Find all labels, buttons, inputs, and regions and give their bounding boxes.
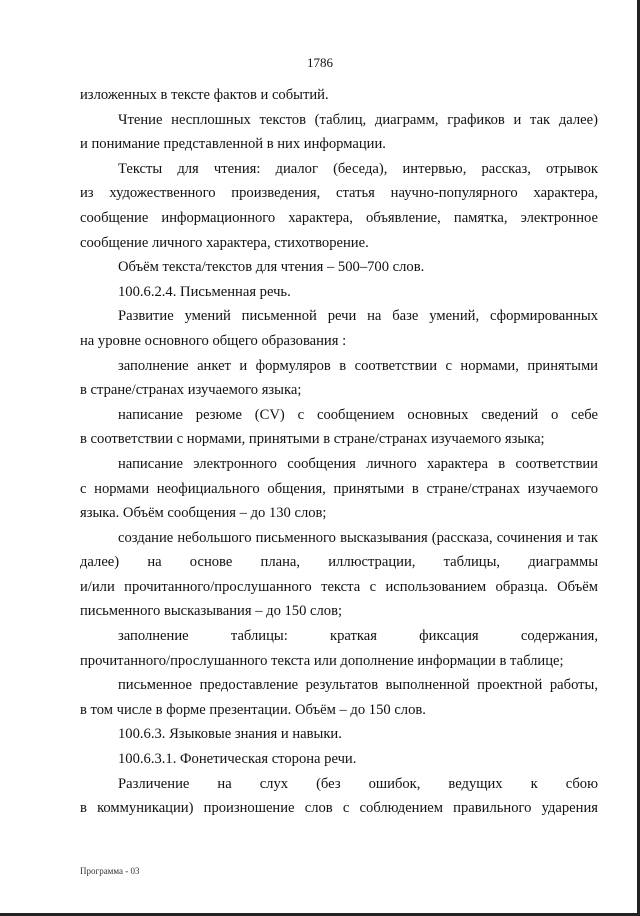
page-footer: Программа - 03 bbox=[80, 866, 140, 876]
text-line: прочитанного/прослушанного текста или дополнение информации в таблице; bbox=[80, 652, 564, 669]
text-line: и понимание представленной в них информации. bbox=[80, 136, 386, 153]
document-body bbox=[80, 83, 598, 821]
text-line: далее) на основе плана, иллюстрации, таблицы, диаграммы bbox=[80, 554, 598, 571]
text-line: из художественного произведения, статья научно-популярного характера, bbox=[80, 185, 598, 202]
text-line: Развитие умений письменной речи на базе умений, сформированных bbox=[118, 308, 598, 325]
text-line: языка. Объём сообщения – до 130 слов; bbox=[80, 505, 327, 522]
text-line: 100.6.3. Языковые знания и навыки. bbox=[118, 726, 342, 743]
text-line: Чтение несплошных текстов (таблиц, диаграмм, графиков и так далее) bbox=[118, 111, 598, 128]
text-line: сообщение личного характера, стихотворение. bbox=[80, 234, 369, 251]
page-number: 1786 bbox=[307, 55, 333, 70]
text-line: на уровне основного общего образования : bbox=[80, 332, 347, 349]
text-line: в коммуникации) произношение слов с соблюдением правильного ударения bbox=[80, 800, 598, 817]
text-line: в соответствии с нормами, принятыми в стране/странах изучаемого языка; bbox=[80, 431, 545, 448]
text-line: Тексты для чтения: диалог (беседа), интервью, рассказ, отрывок bbox=[118, 160, 598, 177]
text-line: 100.6.3.1. Фонетическая сторона речи. bbox=[118, 751, 357, 768]
text-line: и/или прочитанного/прослушанного текста с использованием образца. Объём bbox=[80, 578, 598, 595]
text-line: написание резюме (CV) с сообщением основных сведений о себе bbox=[118, 406, 598, 423]
text-line: 100.6.2.4. Письменная речь. bbox=[118, 283, 291, 300]
text-line: заполнение анкет и формуляров в соответствии с нормами, принятыми bbox=[118, 357, 598, 374]
text-line: заполнение таблицы: краткая фиксация содержания, bbox=[118, 628, 598, 645]
text-line: письменного высказывания – до 150 слов; bbox=[80, 603, 343, 620]
text-line: в стране/странах изучаемого языка; bbox=[80, 382, 302, 399]
text-line: создание небольшого письменного высказывания (рассказа, сочинения и так bbox=[118, 529, 598, 546]
text-line: написание электронного сообщения личного характера в соответствии bbox=[118, 455, 598, 472]
text-line: Объём текста/текстов для чтения – 500–700 слов. bbox=[118, 259, 425, 276]
text-line: в том числе в форме презентации. Объём – до 150 слов. bbox=[80, 701, 426, 718]
text-line: Различение на слух (без ошибок, ведущих к сбою bbox=[118, 775, 598, 792]
text-line: сообщение информационного характера, объявление, памятка, электронное bbox=[80, 209, 598, 226]
text-line: письменное предоставление результатов выполненной проектной работы, bbox=[118, 677, 598, 694]
text-line: изложенных в тексте фактов и событий. bbox=[80, 87, 329, 103]
text-line: с нормами неофициального общения, принятыми в стране/странах изучаемого bbox=[80, 480, 598, 497]
